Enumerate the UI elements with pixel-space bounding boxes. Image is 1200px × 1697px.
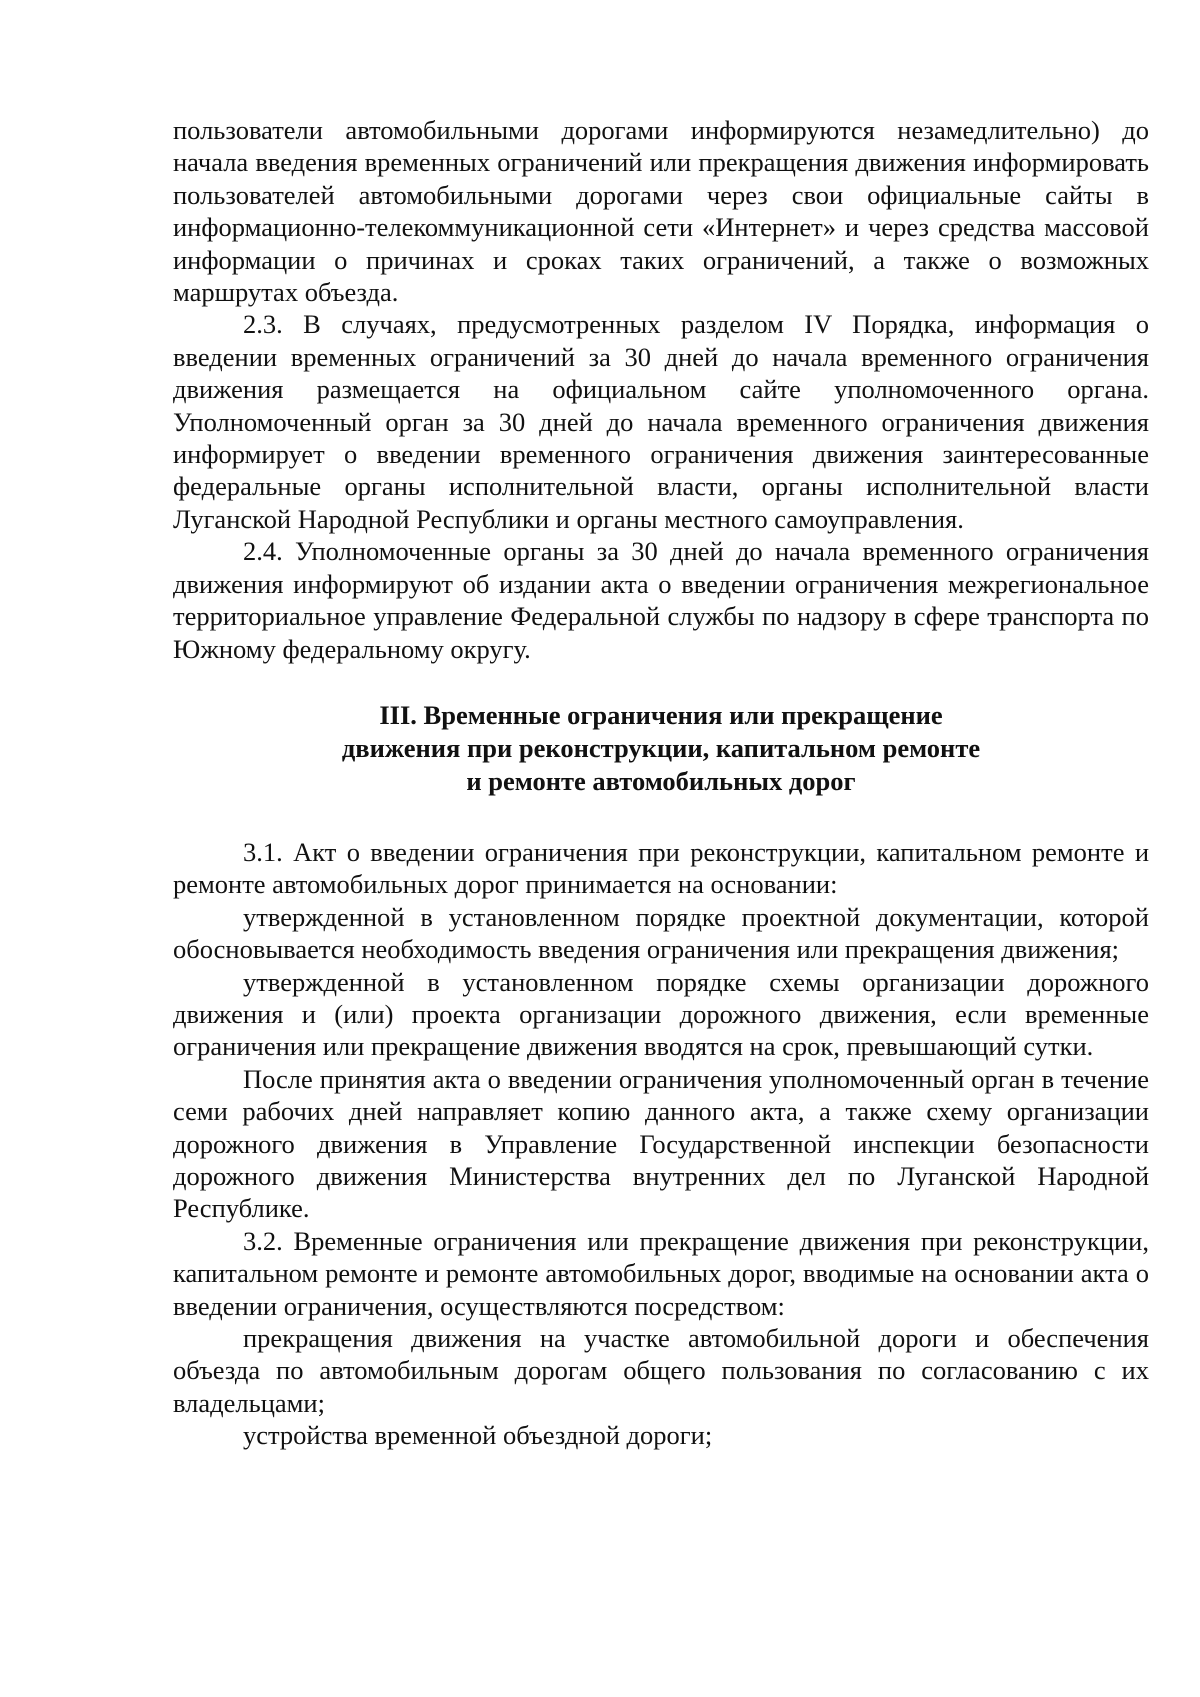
paragraph-detour-existing-roads: прекращения движения на участке автомобильной дороги и обеспечения объезда по автомобильным дорогам общего пользования по согласованию с их владельцами; bbox=[173, 1323, 1149, 1418]
paragraph-2-4: 2.4. Уполномоченные органы за 30 дней до начала временного ограничения движения информируют об издании акта о введении ограничения межрегиональное территориальное управление Федеральной службы по надзору в сфере транспорта по Южному федеральному округу. bbox=[173, 536, 1149, 664]
document-page bbox=[173, 114, 1149, 1452]
paragraph-3-1: 3.1. Акт о введении ограничения при реконструкции, капитальном ремонте и ремонте автомобильных дорог принимается на основании: bbox=[173, 836, 1149, 900]
paragraph-act-copy: После принятия акта о введении ограничения уполномоченный орган в течение семи рабочих дней направляет копию данного акта, а также схему организации дорожного движения в Управление Государственной инспекции безопасности дорожного движения Министерства внутренних дел по Луганской Народной Республике. bbox=[173, 1063, 1149, 1224]
section-heading-line-3: и ремонте автомобильных дорог bbox=[466, 765, 856, 796]
paragraph-continuation: пользователи автомобильными дорогами информируются незамедлительно) до начала введения временных ограничений или прекращения движения информировать пользователей автомобильными дорогами через свои официальные сайты в информационно-телекоммуникационной сети «Интернет» и через средства массовой информации о причинах и сроках таких ограничений, а также о возможных маршрутах объезда. bbox=[173, 115, 1149, 308]
section-heading bbox=[173, 699, 1149, 798]
paragraph-2-3: 2.3. В случаях, предусмотренных разделом IV Порядка, информация о введении временных ограничений за 30 дней до начала временного ограничения движения размещается на официальном сайте уполномоченного органа. Уполномоченный орган за 30 дней до начала временного ограничения движения информирует о введении временного ограничения движения заинтересованные федеральные органы исполнительной власти, органы исполнительной власти Луганской Народной Республики и органы местного самоуправления. bbox=[173, 309, 1149, 534]
paragraph-3-2: 3.2. Временные ограничения или прекращение движения при реконструкции, капитальном ремонте и ремонте автомобильных дорог, вводимые на основании акта о введении ограничения, осуществляются посредством: bbox=[173, 1225, 1149, 1321]
paragraph-temporary-detour-road: устройства временной объездной дороги; bbox=[243, 1420, 713, 1451]
paragraph-basis-project-documentation: утвержденной в установленном порядке проектной документации, которой обосновывается необходимость введения ограничения или прекращения движения; bbox=[173, 901, 1149, 965]
paragraph-basis-traffic-scheme: утвержденной в установленном порядке схемы организации дорожного движения и (или) проекта организации дорожного движения, если временные ограничения или прекращение движения вводятся на срок, превышающий сутки. bbox=[173, 966, 1149, 1062]
section-heading-line-1: III. Временные ограничения или прекращение bbox=[379, 699, 943, 730]
section-heading-line-2: движения при реконструкции, капитальном ремонте bbox=[341, 732, 981, 763]
